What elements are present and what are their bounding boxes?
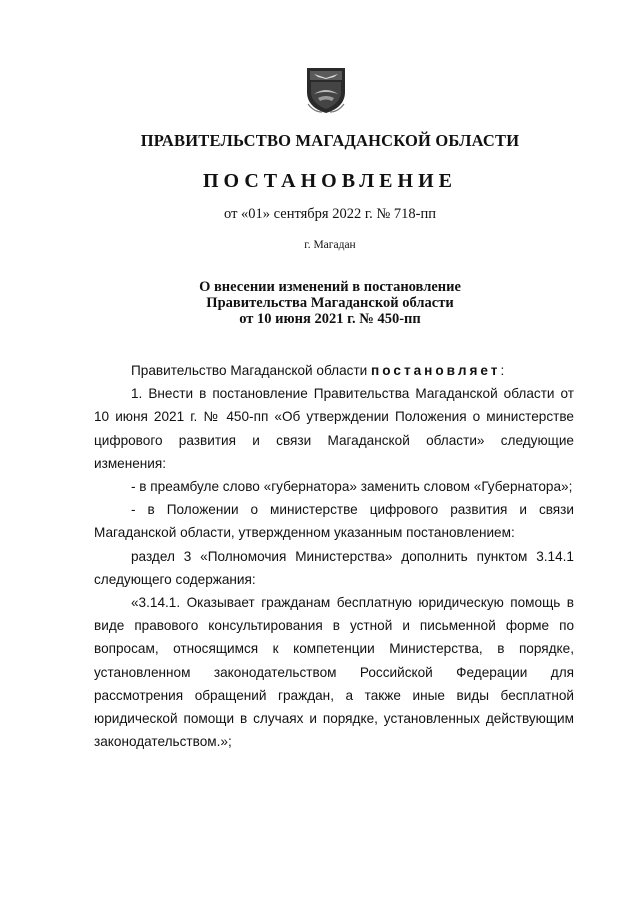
- bullet-preamble: - в преамбуле слово «губернатора» заменить словом «Губернатора»;: [131, 479, 573, 495]
- intro-verb: постановляет: [371, 363, 501, 378]
- item-1-paragraph: 1. Внести в постановление Правительства Магаданской области от 10 июня 2021 г. № 450-пп «Об утверждении Положения о министерстве цифрового развития и связи Магаданской области» следующие изменения:: [94, 386, 574, 471]
- document-type: ПОСТАНОВЛЕНИЕ: [203, 170, 457, 192]
- coat-of-arms-icon: [304, 66, 348, 114]
- document-city: г. Магадан: [304, 239, 356, 251]
- document-subject: [0, 279, 640, 327]
- intro-paragraph: [94, 359, 574, 382]
- subject-line: Правительства Магаданской области: [206, 295, 454, 311]
- intro-tail: :: [500, 363, 505, 378]
- document-body: [94, 359, 574, 753]
- bullet-regulation: - в Положении о министерстве цифрового развития и связи Магаданской области, утвержденном указанным постановлением:: [94, 502, 574, 541]
- subject-line: О внесении изменений в постановление: [199, 279, 461, 295]
- quoted-clause: «3.14.1. Оказывает гражданам бесплатную юридическую помощь в виде правового консультирования в устной и письменной форме по вопросам, относящимся к компетенции Министерства, в порядке, установленном законодательством Российской Федерации для рассмотрения обращений граждан, а также иные виды бесплатной юридической помощи в случаях и порядке, установленных действующим законодательством.»;: [94, 595, 574, 750]
- document-date-number: от «01» сентября 2022 г. № 718-пп: [224, 206, 436, 222]
- government-title: ПРАВИТЕЛЬСТВО МАГАДАНСКОЙ ОБЛАСТИ: [140, 131, 520, 150]
- intro-lead: Правительство Магаданской области: [131, 363, 372, 378]
- section-3-paragraph: раздел 3 «Полномочия Министерства» дополнить пунктом 3.14.1 следующего содержания:: [94, 548, 574, 587]
- subject-line: от 10 июня 2021 г. № 450-пп: [239, 311, 421, 327]
